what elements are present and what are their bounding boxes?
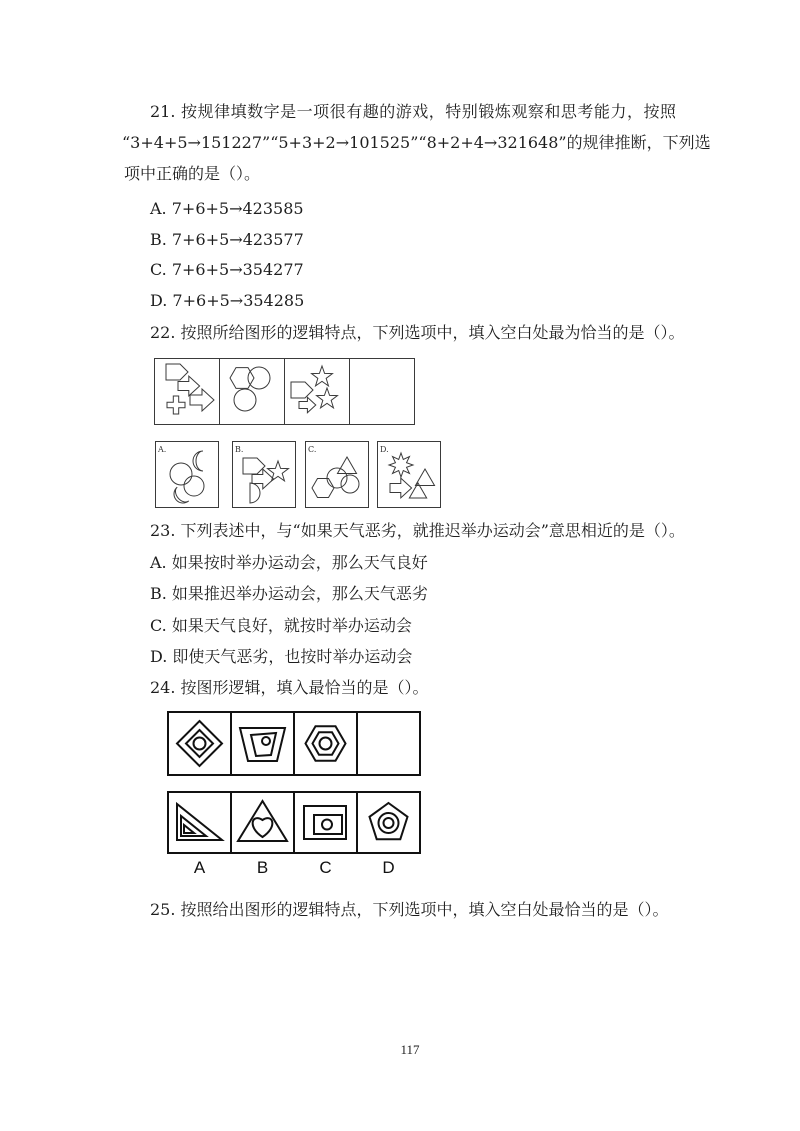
q22-cell3-block-arrow [299, 397, 316, 412]
q22-option-b-semicircle [250, 483, 260, 503]
q24-option-d-outer-circle [379, 813, 399, 833]
q24-option-d-inner-circle [384, 818, 394, 828]
q22-option-a-label: A. [158, 445, 167, 454]
q21-stem-line-2: “3+4+5→151227”“5+3+2→101525”“8+2+4→321648”的规律推断，下列选 [122, 133, 711, 152]
q25-stem: 25. 按照给出图形的逻辑特点，下列选项中，填入空白处最恰当的是（）。 [150, 900, 669, 919]
q22-option-a-circle [170, 463, 192, 485]
q22-cell1-pentagon-arrow [166, 364, 188, 380]
q24-option-a-label: A [193, 858, 206, 877]
q24-option-c-label: C [319, 858, 332, 877]
q21-option-b: B. 7+6+5→423577 [150, 230, 304, 249]
q22-figure [150, 352, 446, 514]
q22-option-d-block-arrow [390, 478, 412, 498]
q22-option-a-crescent [170, 487, 188, 507]
q23-stem: 23. 下列表述中，与“如果天气恶劣，就推迟举办运动会”意思相近的是（）。 [150, 521, 685, 540]
q24-option-a-outer-right-triangle [177, 804, 222, 840]
q22-option-c-label: C. [308, 445, 317, 454]
q21-stem-line-1: 21. 按规律填数字是一项很有趣的游戏，特别锻炼观察和思考能力，按照 [150, 102, 676, 121]
q23-option-d: D. 即使天气恶劣，也按时举办运动会 [150, 647, 413, 666]
q21-option-a: A. 7+6+5→423585 [150, 199, 304, 218]
q24-cell3-circle [320, 738, 332, 750]
q24-cell2-circle [262, 737, 270, 745]
q21-option-c: C. 7+6+5→354277 [150, 260, 304, 279]
q22-options-row [156, 442, 441, 508]
q23-option-b: B. 如果推迟举办运动会，那么天气恶劣 [150, 584, 428, 603]
q22-option-b-star [268, 461, 289, 481]
q22-cell1-cross [167, 396, 185, 414]
q21-option-d: D. 7+6+5→354285 [150, 291, 305, 310]
q24-figure [160, 705, 430, 880]
q22-cell3-pentagon-arrow [291, 382, 313, 398]
q22-cell2-circle [234, 389, 256, 411]
q22-option-a-crescent [193, 451, 203, 471]
q22-option-c-circle [327, 468, 347, 488]
q22-cell2-circle [248, 367, 270, 389]
q22-option-d-starburst [389, 453, 413, 477]
q24-cell1-inner-diamond [186, 730, 213, 757]
q22-cell3-star [312, 366, 333, 386]
q24-options-row [168, 792, 420, 853]
q22-cell1-block-arrow [190, 389, 214, 411]
q24-option-c-circle [322, 820, 332, 830]
q24-question-row [168, 712, 420, 775]
q24-option-b-label: B [256, 858, 269, 877]
q22-option-b-label: B. [235, 445, 244, 454]
q22-option-c-circle [341, 475, 359, 493]
q24-cell1-circle [194, 738, 206, 750]
q21-stem-line-3: 项中正确的是（）。 [124, 164, 261, 183]
q22-cell3-star [317, 388, 338, 408]
q23-option-a: A. 如果按时举办运动会，那么天气良好 [150, 553, 428, 572]
q22-option-a-circle [184, 476, 204, 496]
q22-option-b-pentagon-arrow [243, 458, 265, 474]
q24-stem: 24. 按图形逻辑，填入最恰当的是（）。 [150, 678, 429, 697]
q24-cell3-inner-hexagon [313, 732, 339, 755]
q22-question-row [155, 359, 415, 425]
q22-option-d-label: D. [380, 445, 389, 454]
q22-option-c-triangle [337, 457, 356, 474]
q22-stem: 22. 按照所给图形的逻辑特点，下列选项中，填入空白处最为恰当的是（）。 [150, 323, 685, 342]
q23-option-c: C. 如果天气良好，就按时举办运动会 [150, 616, 412, 635]
page-number: 117 [400, 1042, 420, 1057]
q22-option-b-block-arrow [252, 469, 274, 489]
q24-option-b-heart [253, 818, 273, 837]
q24-cell1-outer-diamond [177, 721, 222, 766]
q24-option-d-label: D [382, 858, 395, 877]
q22-option-c-hexagon [312, 478, 334, 497]
q24-option-c-inner-rectangle [314, 815, 342, 834]
